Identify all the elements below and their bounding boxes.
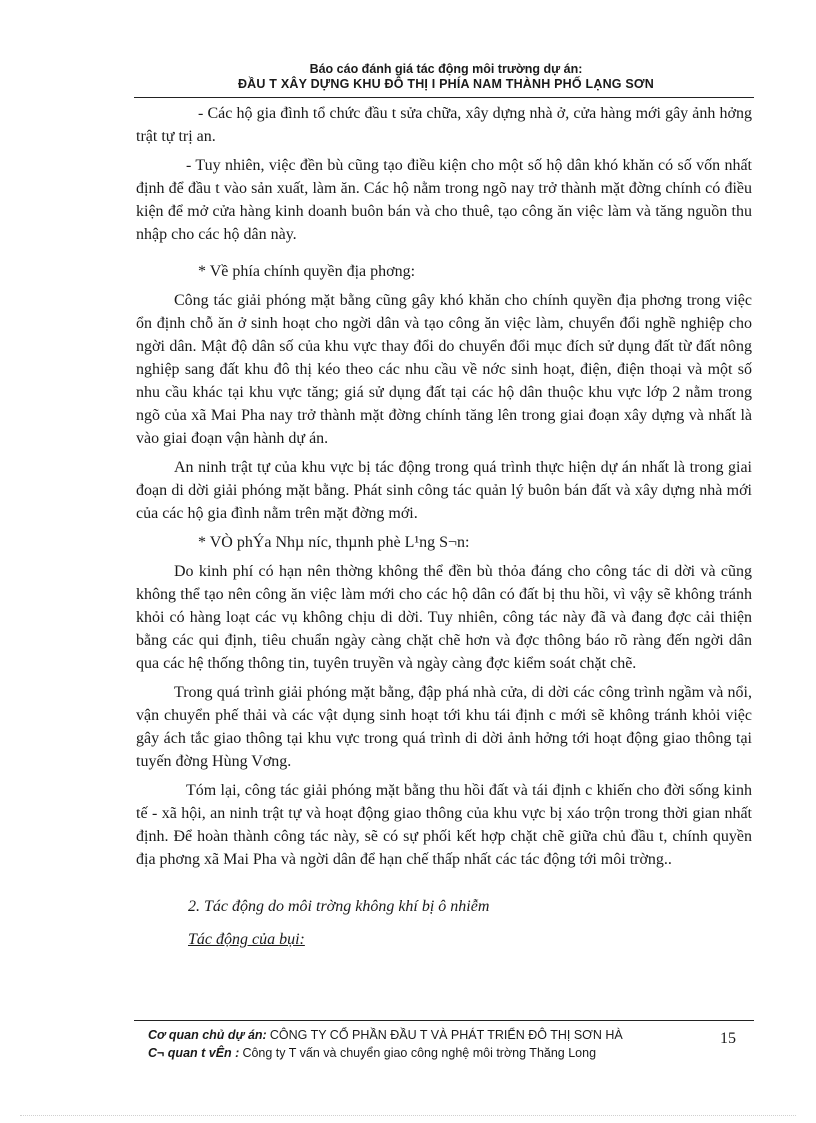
paragraph: Tóm lại, công tác giải phóng mặt bằng thu hồi đất và tái định c khiến cho đời sống kinh tế - xã hội, an ninh trật tự và hoạt động giao thông của khu vực bị xáo trộn trong thời gian nhất định. Để hoàn thành công tác này, sẽ có sự phối kết hợp chặt chẽ giữa chủ đầu t, chính quyền địa phơng xã Mai Pha và ngời dân để hạn chế thấp nhất các tác động tới môi trờng.. bbox=[136, 782, 752, 868]
page-number: 15 bbox=[720, 1030, 736, 1047]
footer-divider bbox=[134, 1020, 754, 1021]
page-boundary bbox=[20, 1115, 796, 1116]
owner-label: Cơ quan chủ dự án: bbox=[148, 1028, 267, 1042]
page-footer bbox=[148, 1026, 623, 1062]
consultant-label: C¬ quan t vÊn : bbox=[148, 1046, 240, 1060]
subsection-heading: * Về phía chính quyền địa phơng: bbox=[198, 263, 416, 280]
paragraph: Do kinh phí có hạn nên thờng không thể đền bù thỏa đáng cho công tác di dời và cũng không thể tạo nên công ăn việc làm mới cho các hộ dân có đất bị thu hồi, vì vậy sẽ không tránh khỏi có hàng loạt các vụ không chịu di dời. Tuy nhiên, công tác này đã và đang đợc cải thiện bằng các qui định, tiêu chuẩn ngày càng chặt chẽ hơn và đợc thông báo rõ ràng đến ngời dân qua các hệ thống thông tin, tuyên truyền và ngày càng đợc kiểm soát chặt chẽ. bbox=[136, 563, 752, 672]
paragraph: Công tác giải phóng mặt bằng cũng gây khó khăn cho chính quyền địa phơng trong việc ổn định chỗ ăn ở sinh hoạt cho ngời dân và tạo công ăn việc làm, chuyển đổi nghề nghiệp cho ngời dân. Mật độ dân số của khu vực thay đổi do chuyển đổi mục đích sử dụng đất từ đất nông nghiệp sang đất khu đô thị kéo theo các nhu cầu về nớc sinh hoạt, điện, điện thoại và một số nhu cầu khác tại khu vực tăng; giá sử dụng đất tại các hộ dân thuộc khu vực lớp 2 nằm trong ngõ của xã Mai Pha nay trở thành mặt đờng chính tăng lên trong giai đoạn xây dựng và nhất là vào giai đoạn vận hành dự án. bbox=[136, 292, 752, 447]
paragraph: An ninh trật tự của khu vực bị tác động trong quá trình thực hiện dự án nhất là trong giai đoạn di dời giải phóng mặt bằng. Phát sinh công tác quản lý buôn bán đất và xây dựng nhà mới của các hộ gia đình nằm trên mặt đờng mới. bbox=[136, 459, 752, 522]
paragraph: Trong quá trình giải phóng mặt bằng, đập phá nhà cửa, di dời các công trình ngầm và nổi, vận chuyển phế thải và các vật dụng sinh hoạt tới khu tái định c mới sẽ không tránh khỏi việc gây ách tắc giao thông tại khu vực trong quá trình di dời ảnh hởng tới hoạt động giao thông tại tuyến đờng Hùng Vơng. bbox=[136, 684, 752, 770]
project-title: ĐẦU T XÂY DỰNG KHU ĐÔ THỊ I PHÍA NAM THÀNH PHỐ LẠNG SƠN bbox=[237, 77, 655, 91]
paragraph: - Tuy nhiên, việc đền bù cũng tạo điều kiện cho một số hộ dân khó khăn có số vốn nhất định để đầu t vào sản xuất, làm ăn. Các hộ nằm trong ngõ nay trở thành mặt đờng chính có điều kiện để mở cửa hàng kinh doanh buôn bán và cho thuê, tạo công ăn việc làm và tăng nguồn thu nhập cho các hộ dân này. bbox=[136, 157, 752, 243]
document-body bbox=[136, 102, 752, 957]
report-title: Báo cáo đánh giá tác động môi trường dự án: bbox=[309, 62, 583, 76]
header-divider bbox=[134, 97, 754, 98]
consultant-value: Công ty T vấn và chuyển giao công nghệ môi trờng Thăng Long bbox=[242, 1046, 597, 1060]
owner-value: CÔNG TY CỔ PHẦN ĐẦU T VÀ PHÁT TRIỂN ĐÔ THỊ SƠN HÀ bbox=[269, 1028, 623, 1042]
section-title: 2. Tác động do môi trờng không khí bị ô nhiễm bbox=[188, 898, 490, 915]
paragraph: - Các hộ gia đình tổ chức đầu t sửa chữa, xây dựng nhà ở, cửa hàng mới gây ảnh hởng trật tự trị an. bbox=[136, 105, 752, 145]
subheading: Tác động của bụi: bbox=[188, 931, 305, 948]
consultant-line bbox=[148, 1044, 623, 1062]
page-header bbox=[140, 62, 752, 92]
owner-line bbox=[148, 1026, 623, 1044]
subsection-heading: * VÒ phÝa Nhµ níc, thµnh phè L¹ng S¬n: bbox=[198, 534, 470, 551]
